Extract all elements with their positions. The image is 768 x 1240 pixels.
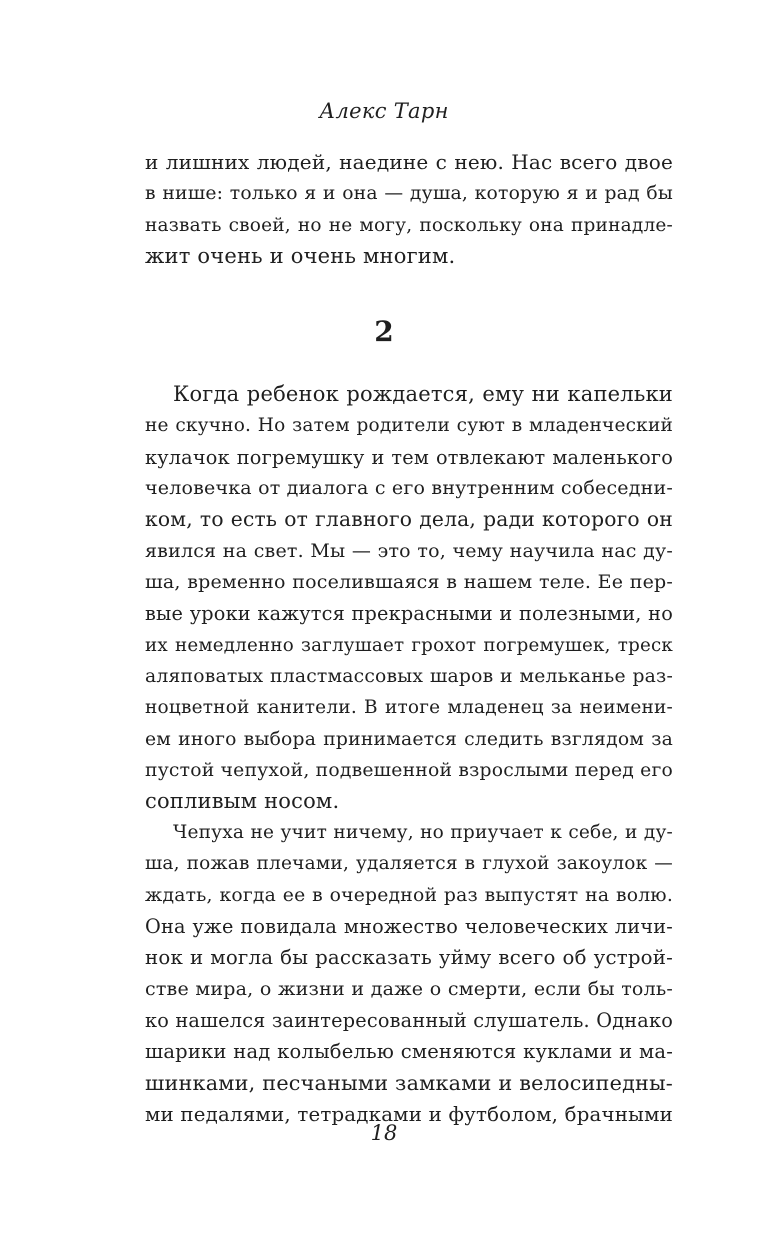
- continuation-paragraph: [145, 147, 673, 272]
- text-line: явился на свет. Мы — это то, чему научила нас ду-: [145, 539, 673, 562]
- text-line: ко нашелся заинтересованный слушатель. Однако: [145, 1009, 673, 1033]
- text-line: ем иного выбора принимается следить взглядом за: [145, 728, 673, 750]
- text-line: шарики над колыбелью сменяются куклами и ма-: [145, 1040, 673, 1064]
- text-line: ша, временно поселившаяся в нашем теле. Ее пер-: [145, 571, 673, 594]
- text-line: Когда ребенок рождается, ему ни капельки: [173, 382, 673, 406]
- running-head-author: Алекс Тарн: [319, 99, 449, 123]
- text-line: аляповатых пластмассовых шаров и мельканье раз-: [145, 666, 673, 688]
- text-line: и лишних людей, наедине с нею. Нас всего двое: [145, 150, 673, 174]
- paragraph-2: [145, 817, 673, 1130]
- text-line: пустой чепухой, подвешенной взрослыми перед его: [145, 760, 673, 782]
- text-line: сопливым носом.: [145, 789, 340, 814]
- text-line: кулачок погремушку и тем отвлекают маленького: [145, 445, 673, 469]
- text-line: их немедленно заглушает грохот погремушек, треск: [145, 634, 673, 656]
- text-line: Она уже повидала множество человеческих личи-: [145, 915, 673, 939]
- text-line: ком, то есть от главного дела, ради которого он: [145, 507, 673, 532]
- text-line: назвать своей, но не могу, поскольку она принадле-: [145, 214, 673, 236]
- text-line: не скучно. Но затем родители суют в младенческий: [145, 415, 673, 437]
- text-line: человечка от диалога с его внутренним собеседни-: [145, 477, 673, 500]
- text-line: жит очень и очень многим.: [145, 244, 456, 269]
- chapter-number: 2: [374, 315, 394, 348]
- text-line: ждать, когда ее в очередной раз выпустят на волю.: [145, 884, 673, 906]
- text-line: ноцветной канители. В итоге младенец за неимени-: [145, 697, 673, 719]
- text-line: в нише: только я и она — душа, которую я и рад бы: [145, 183, 673, 205]
- paragraph-1: [145, 379, 673, 818]
- text-line: ша, пожав плечами, удаляется в глухой закоулок —: [145, 853, 673, 875]
- text-line: шинками, песчаными замками и велосипедны-: [145, 1070, 673, 1095]
- text-line: ми педалями, тетрадками и футболом, брачными: [145, 1103, 673, 1127]
- page-number: 18: [370, 1121, 398, 1145]
- text-line: Чепуха не учит ничему, но приучает к себе, и ду-: [173, 822, 673, 843]
- text-line: стве мира, о жизни и даже о смерти, если бы толь-: [145, 977, 673, 1000]
- text-line: вые уроки кажутся прекрасными и полезными, но: [145, 602, 673, 626]
- text-line: нок и могла бы рассказать уйму всего об устрой-: [145, 946, 673, 970]
